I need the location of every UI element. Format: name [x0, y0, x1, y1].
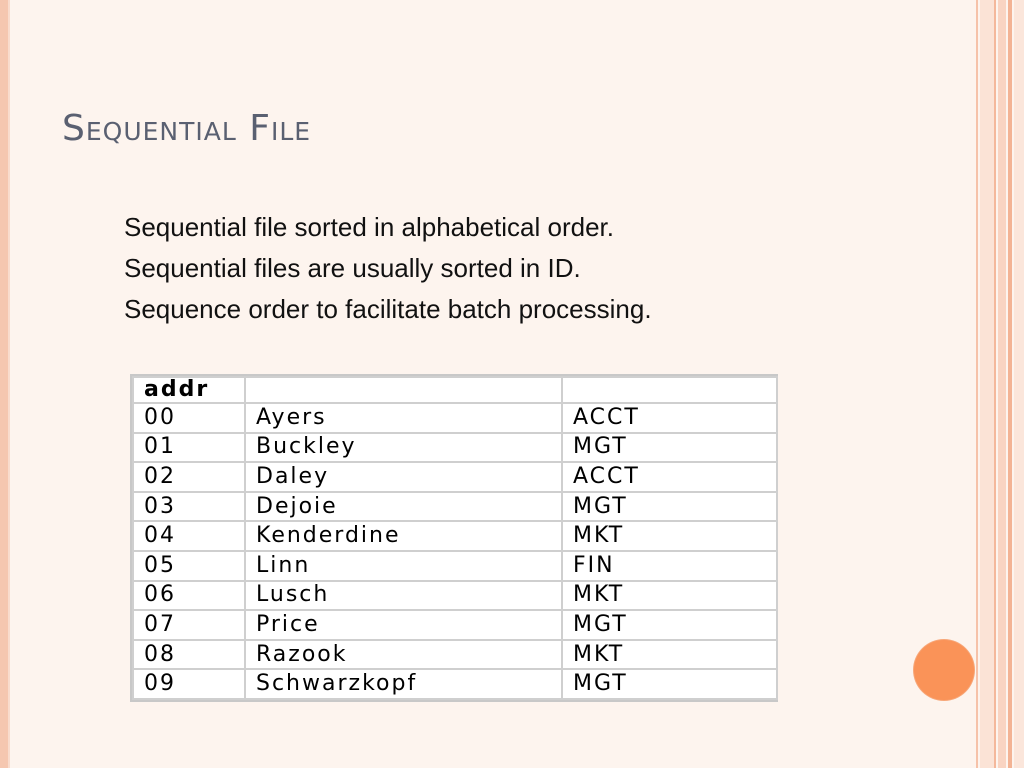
table-row [133, 433, 777, 463]
row-dept-cell: MGT [562, 669, 777, 699]
table-row [133, 669, 777, 699]
row-dept-cell: MGT [562, 492, 777, 522]
data-table [132, 376, 778, 700]
row-addr-cell: 00 [133, 403, 245, 433]
table-row [133, 640, 777, 670]
stripe [976, 0, 978, 768]
orange-circle-decoration [914, 640, 974, 700]
row-addr-cell: 02 [133, 462, 245, 492]
header-cell-addr: addr [133, 377, 245, 403]
stripe [998, 0, 1006, 768]
table-row [133, 610, 777, 640]
right-stripes-decoration [976, 0, 1024, 768]
table-row [133, 403, 777, 433]
table-row [133, 581, 777, 611]
row-dept-cell: MKT [562, 521, 777, 551]
row-dept-cell: FIN [562, 551, 777, 581]
stripe [1008, 0, 1012, 768]
row-name-cell: Linn [245, 551, 562, 581]
row-addr-cell: 06 [133, 581, 245, 611]
row-addr-cell: 08 [133, 640, 245, 670]
slide-body [124, 207, 652, 330]
table-row [133, 492, 777, 522]
header-cell-dept [562, 377, 777, 403]
row-addr-cell: 07 [133, 610, 245, 640]
row-addr-cell: 05 [133, 551, 245, 581]
row-addr-cell: 01 [133, 433, 245, 463]
left-border-decoration [0, 0, 8, 768]
row-dept-cell: ACCT [562, 462, 777, 492]
row-name-cell: Lusch [245, 581, 562, 611]
row-dept-cell: MGT [562, 433, 777, 463]
stripe [1014, 0, 1024, 768]
row-addr-cell: 04 [133, 521, 245, 551]
row-dept-cell: MKT [562, 640, 777, 670]
table-header-row [133, 377, 777, 403]
row-name-cell: Schwarzkopf [245, 669, 562, 699]
body-line: Sequence order to facilitate batch processing. [124, 294, 652, 324]
stripe [994, 0, 996, 768]
row-addr-cell: 09 [133, 669, 245, 699]
stripe [980, 0, 994, 768]
body-line: Sequential files are usually sorted in ID. [124, 253, 581, 283]
row-name-cell: Daley [245, 462, 562, 492]
slide-title: Sequential File [62, 108, 312, 149]
row-name-cell: Dejoie [245, 492, 562, 522]
row-name-cell: Razook [245, 640, 562, 670]
row-name-cell: Buckley [245, 433, 562, 463]
row-name-cell: Kenderdine [245, 521, 562, 551]
body-line: Sequential file sorted in alphabetical order. [124, 212, 614, 242]
sequential-file-table [130, 374, 778, 702]
header-cell-name [245, 377, 562, 403]
row-dept-cell: MKT [562, 581, 777, 611]
row-addr-cell: 03 [133, 492, 245, 522]
table-row [133, 551, 777, 581]
table-row [133, 462, 777, 492]
row-name-cell: Ayers [245, 403, 562, 433]
row-dept-cell: MGT [562, 610, 777, 640]
table-row [133, 521, 777, 551]
row-dept-cell: ACCT [562, 403, 777, 433]
row-name-cell: Price [245, 610, 562, 640]
